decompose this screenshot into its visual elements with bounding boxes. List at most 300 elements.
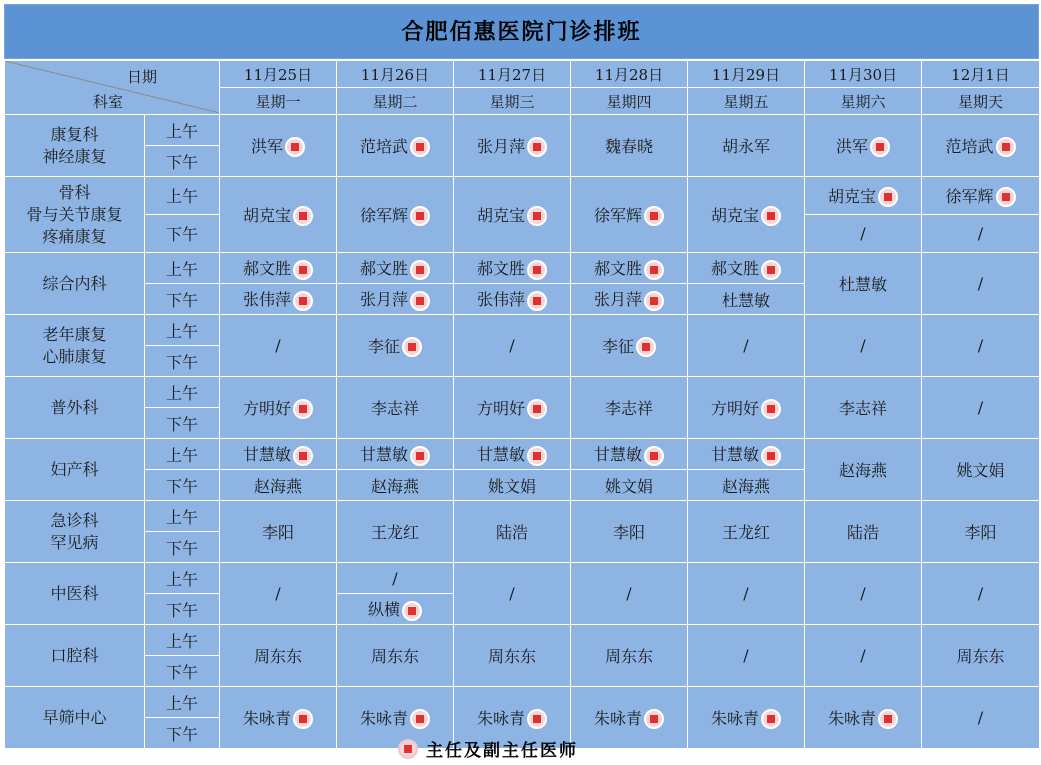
doctor-name: 张月萍 — [476, 136, 525, 156]
doctor-cell — [688, 625, 805, 687]
department-cell — [5, 501, 145, 563]
doctor-name: / — [392, 568, 398, 588]
doctor-name: 胡永军 — [721, 137, 770, 156]
doctor-name: 李志祥 — [604, 399, 653, 418]
department-name: 急诊科 — [50, 510, 99, 530]
legend-label: 主任及副主任医师 — [426, 741, 578, 761]
doctor-name: / — [743, 584, 749, 603]
weekday-label: 星期天 — [957, 92, 1003, 111]
period-label: 下午 — [165, 414, 198, 434]
doctor-name: 朱咏青 — [476, 708, 525, 728]
doctor-cell — [571, 315, 688, 377]
doctor-cell — [571, 563, 688, 625]
date-header — [805, 61, 922, 88]
doctor-cell — [688, 284, 805, 315]
doctor-cell — [922, 215, 1040, 253]
doctor-name: 朱咏青 — [242, 708, 291, 728]
department-cell — [5, 177, 145, 253]
doctor-name: 胡克宝 — [242, 205, 291, 225]
director-badge-icon — [878, 187, 898, 207]
director-badge-icon — [996, 187, 1016, 207]
date-label: 11月28日 — [594, 65, 664, 84]
period-pm — [145, 656, 220, 687]
doctor-cell — [337, 501, 454, 563]
weekday-header — [337, 88, 454, 115]
weekday-header — [688, 88, 805, 115]
doctor-cell — [571, 253, 688, 284]
doctor-name: 郝文胜 — [593, 259, 642, 279]
doctor-name: 王龙红 — [370, 523, 419, 542]
doctor-cell — [922, 253, 1040, 315]
doctor-name: 郝文胜 — [476, 259, 525, 279]
director-badge-icon — [293, 399, 313, 419]
department-cell — [5, 315, 145, 377]
period-label: 下午 — [165, 724, 198, 744]
department-name: 康复科 — [50, 124, 99, 144]
doctor-name: 张伟萍 — [242, 290, 291, 310]
doctor-name: 范培武 — [359, 136, 408, 156]
department-name: 中医科 — [50, 583, 99, 603]
director-badge-icon — [761, 446, 781, 466]
period-label: 上午 — [165, 445, 198, 465]
doctor-cell — [337, 377, 454, 439]
period-label: 上午 — [165, 569, 198, 589]
doctor-name: / — [977, 398, 984, 417]
doctor-name: 朱咏青 — [593, 708, 642, 728]
director-badge-icon — [644, 260, 664, 280]
doctor-name: 朱咏青 — [710, 708, 759, 728]
doctor-name: 周东东 — [370, 647, 419, 666]
director-badge-icon — [293, 260, 313, 280]
period-label: 下午 — [165, 600, 198, 620]
doctor-name: / — [977, 274, 984, 293]
department-cell — [5, 439, 145, 501]
director-badge-icon — [644, 291, 664, 311]
doctor-cell — [688, 253, 805, 284]
doctor-cell — [454, 377, 571, 439]
doctor-cell — [454, 625, 571, 687]
department-cell — [5, 687, 145, 749]
period-am — [145, 377, 220, 408]
doctor-cell — [805, 115, 922, 177]
director-badge-icon — [410, 446, 430, 466]
date-header — [571, 61, 688, 88]
director-badge-icon — [644, 709, 664, 729]
doctor-cell — [688, 501, 805, 563]
doctor-cell — [220, 439, 337, 470]
weekday-header — [922, 88, 1040, 115]
doctor-cell — [454, 284, 571, 315]
department-cell — [5, 253, 145, 315]
doctor-cell — [922, 687, 1040, 749]
doctor-name: 赵海燕 — [253, 476, 302, 496]
period-pm — [145, 215, 220, 253]
director-badge-icon — [410, 709, 430, 729]
director-badge-icon — [402, 601, 422, 621]
director-badge-icon — [285, 137, 305, 157]
doctor-name: 张月萍 — [593, 290, 642, 310]
doctor-name: 张月萍 — [359, 290, 408, 310]
doctor-cell — [337, 563, 454, 594]
doctor-cell — [337, 594, 454, 625]
period-label: 上午 — [165, 187, 198, 206]
department-name: 心肺康复 — [42, 346, 107, 366]
doctor-cell — [688, 563, 805, 625]
doctor-cell — [220, 687, 337, 749]
director-badge-icon — [410, 260, 430, 280]
doctor-name: 徐军辉 — [593, 205, 642, 225]
doctor-name: 李阳 — [964, 523, 997, 542]
director-badge-icon — [402, 337, 422, 357]
doctor-name: / — [977, 584, 984, 603]
date-label: 11月30日 — [828, 65, 898, 84]
director-badge-icon — [293, 446, 313, 466]
doctor-cell — [337, 177, 454, 253]
doctor-cell — [337, 284, 454, 315]
period-pm — [145, 594, 220, 625]
period-label: 上午 — [165, 321, 198, 341]
director-badge-icon — [398, 739, 418, 759]
doctor-name: 甘慧敏 — [359, 445, 408, 465]
doctor-cell — [220, 253, 337, 284]
period-label: 下午 — [165, 538, 198, 558]
period-pm — [145, 470, 220, 501]
doctor-name: 周东东 — [487, 647, 536, 666]
doctor-cell — [688, 687, 805, 749]
director-badge-icon — [644, 206, 664, 226]
doctor-cell — [805, 563, 922, 625]
doctor-cell — [571, 439, 688, 470]
doctor-cell — [922, 115, 1040, 177]
doctor-name: 杜慧敏 — [721, 290, 770, 310]
doctor-name: 赵海燕 — [838, 461, 887, 480]
date-label: 11月26日 — [360, 65, 430, 84]
department-name: 普外科 — [50, 397, 99, 417]
department-cell — [5, 377, 145, 439]
doctor-name: 郝文胜 — [710, 259, 759, 279]
director-badge-icon — [527, 260, 547, 280]
weekday-label: 星期五 — [723, 92, 769, 111]
period-am — [145, 253, 220, 284]
weekday-label: 星期四 — [606, 92, 652, 111]
doctor-name: 杜慧敏 — [838, 275, 887, 294]
doctor-cell — [688, 177, 805, 253]
doctor-name: 周东东 — [604, 647, 653, 666]
doctor-name: 甘慧敏 — [593, 445, 642, 465]
department-cell — [5, 115, 145, 177]
doctor-name: 胡克宝 — [710, 205, 759, 225]
period-pm — [145, 346, 220, 377]
date-label: 12月1日 — [951, 65, 1010, 84]
doctor-cell — [805, 377, 922, 439]
director-badge-icon — [293, 291, 313, 311]
director-badge-icon — [761, 260, 781, 280]
doctor-name: 陆浩 — [495, 523, 528, 542]
doctor-name: / — [977, 336, 984, 355]
doctor-name: 李征 — [601, 336, 634, 356]
department-header-label: 科室 — [93, 93, 124, 111]
date-header — [922, 61, 1040, 88]
department-name: 神经康复 — [42, 146, 107, 166]
doctor-cell — [454, 563, 571, 625]
doctor-cell — [220, 563, 337, 625]
doctor-cell — [220, 625, 337, 687]
doctor-name: 李征 — [367, 336, 400, 356]
doctor-cell — [337, 625, 454, 687]
doctor-name: / — [275, 336, 281, 355]
doctor-name: 周东东 — [253, 647, 302, 666]
doctor-cell — [454, 315, 571, 377]
doctor-name: 徐军辉 — [359, 205, 408, 225]
doctor-cell — [454, 253, 571, 284]
doctor-name: 赵海燕 — [721, 476, 770, 496]
date-header — [220, 61, 337, 88]
doctor-cell — [922, 377, 1040, 439]
doctor-cell — [454, 177, 571, 253]
doctor-cell — [454, 470, 571, 501]
date-label: 11月27日 — [477, 65, 547, 84]
doctor-name: 李志祥 — [370, 399, 419, 418]
doctor-name: 赵海燕 — [370, 476, 419, 496]
doctor-cell — [805, 215, 922, 253]
period-am — [145, 687, 220, 718]
doctor-cell — [805, 439, 922, 501]
period-pm — [145, 532, 220, 563]
doctor-cell — [220, 501, 337, 563]
doctor-cell — [571, 687, 688, 749]
director-badge-icon — [761, 206, 781, 226]
doctor-cell — [454, 439, 571, 470]
period-pm — [145, 284, 220, 315]
period-label: 下午 — [165, 352, 198, 372]
doctor-name: 李志祥 — [838, 399, 887, 418]
doctor-cell — [220, 177, 337, 253]
doctor-cell — [337, 470, 454, 501]
director-badge-icon — [636, 337, 656, 357]
doctor-cell — [571, 284, 688, 315]
weekday-header — [454, 88, 571, 115]
doctor-name: / — [860, 584, 866, 603]
doctor-cell — [922, 315, 1040, 377]
doctor-cell — [805, 687, 922, 749]
department-name: 罕见病 — [50, 532, 99, 552]
department-cell — [5, 563, 145, 625]
doctor-cell — [922, 177, 1040, 215]
doctor-cell — [220, 470, 337, 501]
period-am — [145, 115, 220, 146]
doctor-cell — [220, 377, 337, 439]
director-badge-icon — [410, 137, 430, 157]
doctor-name: / — [860, 224, 866, 243]
department-name: 骨与关节康复 — [26, 204, 123, 224]
director-badge-icon — [293, 206, 313, 226]
doctor-cell — [688, 377, 805, 439]
period-label: 下午 — [165, 225, 198, 244]
doctor-cell — [454, 115, 571, 177]
doctor-cell — [688, 439, 805, 470]
doctor-name: 洪军 — [250, 136, 283, 156]
doctor-cell — [922, 625, 1040, 687]
department-name: 综合内科 — [42, 273, 107, 293]
weekday-header — [805, 88, 922, 115]
date-header — [337, 61, 454, 88]
doctor-name: / — [977, 708, 984, 727]
doctor-cell — [805, 625, 922, 687]
date-header — [688, 61, 805, 88]
director-badge-icon — [878, 709, 898, 729]
period-label: 下午 — [165, 662, 198, 682]
doctor-name: / — [860, 336, 866, 355]
doctor-cell — [805, 177, 922, 215]
corner-header — [5, 61, 220, 115]
doctor-cell — [571, 115, 688, 177]
director-badge-icon — [527, 709, 547, 729]
director-badge-icon — [410, 206, 430, 226]
department-name: 妇产科 — [50, 459, 99, 479]
period-label: 上午 — [165, 383, 198, 403]
period-label: 上午 — [165, 121, 198, 141]
weekday-label: 星期六 — [840, 92, 886, 111]
doctor-cell — [688, 470, 805, 501]
doctor-name: 洪军 — [835, 136, 868, 156]
doctor-name: / — [743, 336, 749, 355]
department-name: 老年康复 — [42, 324, 107, 344]
schedule-table — [4, 60, 1040, 749]
director-badge-icon — [761, 399, 781, 419]
date-header — [454, 61, 571, 88]
period-label: 下午 — [165, 152, 198, 172]
doctor-cell — [454, 501, 571, 563]
doctor-name: / — [275, 584, 281, 603]
doctor-name: / — [509, 584, 515, 603]
period-am — [145, 177, 220, 215]
doctor-name: 王龙红 — [721, 523, 770, 542]
period-am — [145, 315, 220, 346]
director-badge-icon — [410, 291, 430, 311]
date-label: 11月25日 — [243, 65, 313, 84]
period-pm — [145, 146, 220, 177]
director-badge-icon — [527, 291, 547, 311]
doctor-name: 周东东 — [956, 647, 1005, 666]
doctor-name: 陆浩 — [846, 523, 879, 542]
doctor-name: 朱咏青 — [827, 708, 876, 728]
weekday-header — [220, 88, 337, 115]
legend — [398, 736, 578, 761]
department-name: 骨科 — [58, 182, 91, 202]
period-label: 上午 — [165, 693, 198, 713]
doctor-cell — [337, 439, 454, 470]
doctor-name: 朱咏青 — [359, 708, 408, 728]
doctor-name: 甘慧敏 — [242, 445, 291, 465]
director-badge-icon — [761, 709, 781, 729]
weekday-header — [571, 88, 688, 115]
doctor-name: 姚文娟 — [604, 476, 653, 496]
doctor-name: 甘慧敏 — [476, 445, 525, 465]
doctor-name: / — [977, 224, 984, 243]
doctor-cell — [571, 501, 688, 563]
doctor-cell — [688, 115, 805, 177]
doctor-name: 郝文胜 — [359, 259, 408, 279]
doctor-cell — [571, 625, 688, 687]
date-header-label: 日期 — [126, 68, 157, 86]
doctor-name: 姚文娟 — [487, 476, 536, 496]
period-label: 下午 — [165, 290, 198, 310]
doctor-name: 李阳 — [612, 523, 645, 542]
doctor-cell — [220, 284, 337, 315]
doctor-name: 方明好 — [242, 398, 291, 418]
director-badge-icon — [996, 137, 1016, 157]
director-badge-icon — [527, 399, 547, 419]
doctor-cell — [337, 115, 454, 177]
doctor-cell — [805, 315, 922, 377]
doctor-name: 范培武 — [945, 136, 994, 156]
doctor-cell — [922, 501, 1040, 563]
period-am — [145, 501, 220, 532]
director-badge-icon — [644, 446, 664, 466]
period-label: 上午 — [165, 259, 198, 279]
period-am — [145, 439, 220, 470]
weekday-label: 星期三 — [489, 92, 535, 111]
doctor-name: 方明好 — [476, 398, 525, 418]
doctor-cell — [805, 501, 922, 563]
department-name: 口腔科 — [50, 645, 99, 665]
doctor-cell — [688, 315, 805, 377]
director-badge-icon — [527, 137, 547, 157]
doctor-name: / — [509, 336, 515, 355]
director-badge-icon — [870, 137, 890, 157]
director-badge-icon — [527, 446, 547, 466]
doctor-name: 张伟萍 — [476, 290, 525, 310]
period-am — [145, 563, 220, 594]
doctor-name: 胡克宝 — [476, 205, 525, 225]
period-pm — [145, 718, 220, 749]
period-am — [145, 625, 220, 656]
department-name: 早筛中心 — [42, 707, 107, 727]
date-label: 11月29日 — [711, 65, 781, 84]
doctor-name: 纵横 — [367, 600, 400, 620]
director-badge-icon — [293, 709, 313, 729]
director-badge-icon — [527, 206, 547, 226]
doctor-cell — [337, 253, 454, 284]
doctor-cell — [922, 563, 1040, 625]
doctor-cell — [571, 470, 688, 501]
doctor-name: 甘慧敏 — [710, 445, 759, 465]
weekday-label: 星期二 — [372, 92, 418, 111]
department-name: 疼痛康复 — [42, 226, 107, 246]
doctor-name: 胡克宝 — [827, 186, 876, 206]
doctor-name: 方明好 — [710, 398, 759, 418]
doctor-cell — [337, 315, 454, 377]
weekday-label: 星期一 — [255, 92, 301, 111]
period-label: 下午 — [165, 476, 198, 496]
doctor-name: 李阳 — [261, 523, 294, 542]
doctor-cell — [571, 177, 688, 253]
doctor-cell — [220, 115, 337, 177]
doctor-name: 徐军辉 — [945, 186, 994, 206]
doctor-cell — [805, 253, 922, 315]
doctor-name: 郝文胜 — [242, 259, 291, 279]
doctor-name: / — [626, 584, 632, 603]
period-pm — [145, 408, 220, 439]
doctor-name: 魏春晓 — [604, 137, 653, 156]
period-label: 上午 — [165, 507, 198, 527]
doctor-name: / — [860, 646, 866, 665]
doctor-name: / — [743, 646, 749, 665]
doctor-name: 姚文娟 — [956, 461, 1005, 480]
department-cell — [5, 625, 145, 687]
period-label: 上午 — [165, 631, 198, 651]
page-title: 合肥佰惠医院门诊排班 — [4, 4, 1039, 59]
